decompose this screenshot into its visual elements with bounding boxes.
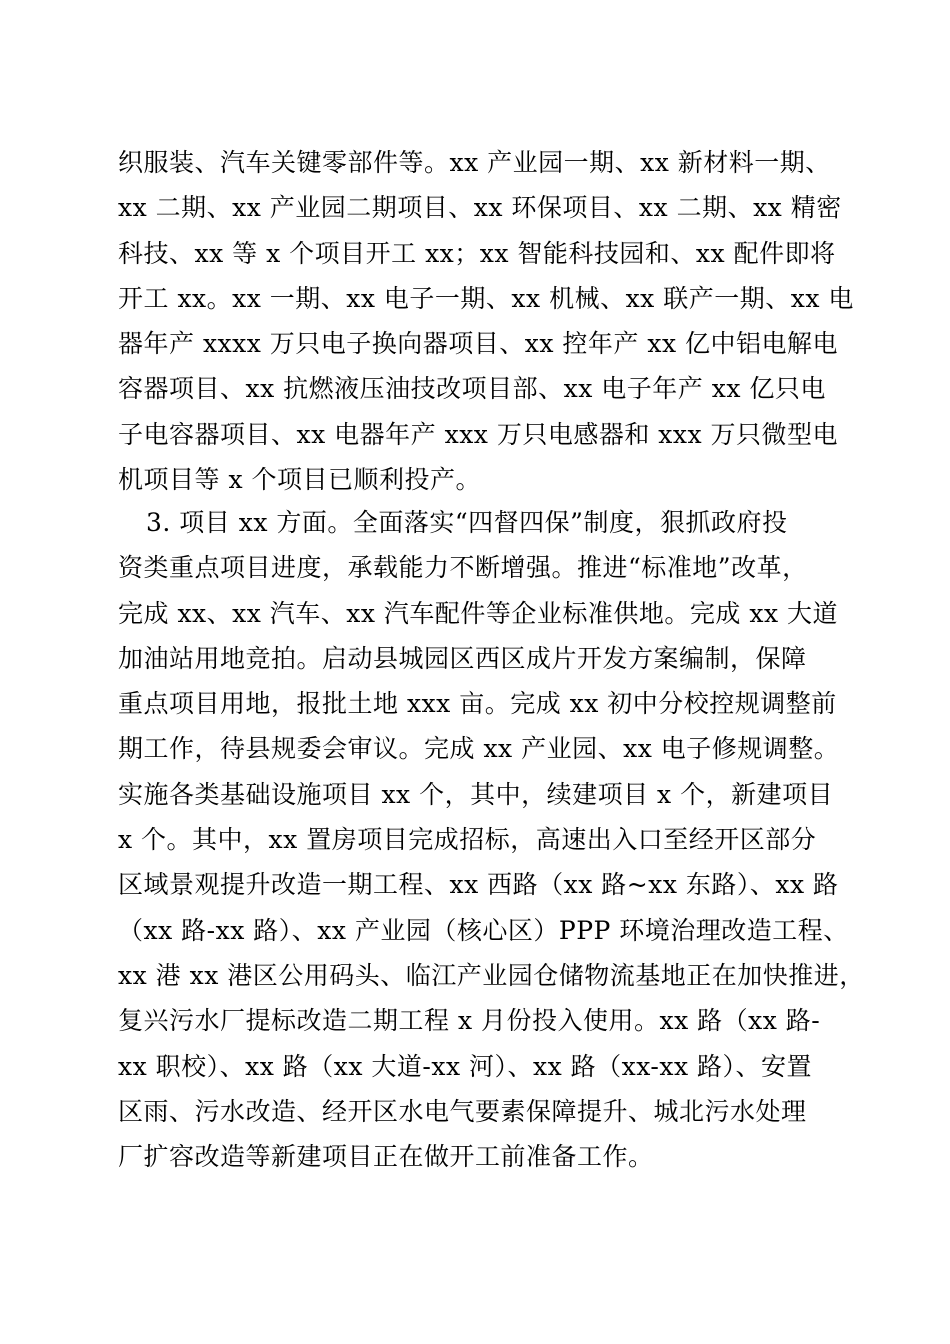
text-line: 复兴污水厂提标改造二期工程 x 月份投入使用。xx 路（xx 路- xyxy=(118,1006,821,1036)
text-line: 期工作，待县规委会审议。完成 xx 产业园、xx 电子修规调整。 xyxy=(118,734,840,764)
text-line: 实施各类基础设施项目 xx 个，其中，续建项目 x 个，新建项目 xyxy=(118,779,834,809)
text-line: 科技、xx 等 x 个项目开工 xx；xx 智能科技园和、xx 配件即将 xyxy=(118,238,836,268)
text-line: 织服装、汽车关键零部件等。xx 产业园一期、xx 新材料一期、 xyxy=(118,148,831,177)
text-line: xx 职校）、xx 路（xx 大道-xx 河）、xx 路（xx-xx 路）、安置 xyxy=(118,1051,813,1081)
text-line: 完成 xx、xx 汽车、xx 汽车配件等企业标准供地。完成 xx 大道 xyxy=(118,598,839,628)
text-line-first: 3. 项目 xx 方面。全面落实“四督四保”制度，狠抓政府投 xyxy=(146,508,788,537)
text-line: 区雨、污水改造、经开区水电气要素保障提升、城北污水处理 xyxy=(118,1096,807,1126)
text-line: 资类重点项目进度，承载能力不断增强。推进“标准地”改革， xyxy=(118,553,808,583)
text-line: 重点项目用地，报批土地 xxx 亩。完成 xx 初中分校控规调整前 xyxy=(118,689,837,719)
text-line: 器年产 xxxx 万只电子换向器项目、xx 控年产 xx 亿中铝电解电 xyxy=(118,329,839,359)
text-line: x 个。其中，xx 置房项目完成招标，高速出入口至经开区部分 xyxy=(118,825,817,855)
text-line: 加油站用地竞拍。启动县城园区西区成片开发方案编制，保障 xyxy=(118,643,807,673)
text-line: xx 二期、xx 产业园二期项目、xx 环保项目、xx 二期、xx 精密 xyxy=(118,193,842,223)
text-line: 容器项目、xx 抗燃液压油技改项目部、xx 电子年产 xx 亿只电 xyxy=(118,374,826,404)
text-line: 厂扩容改造等新建项目正在做开工前准备工作。 xyxy=(118,1142,654,1172)
text-line: 机项目等 x 个项目已顺利投产。 xyxy=(118,465,481,495)
paragraph-projects-progress xyxy=(118,140,854,502)
paragraph-section-3 xyxy=(118,500,865,1179)
text-line: xx 港 xx 港区公用码头、临江产业园仓储物流基地正在加快推进， xyxy=(118,960,865,990)
text-line: （xx 路-xx 路）、xx 产业园（核心区）PPP 环境治理改造工程、 xyxy=(118,915,849,945)
text-line: 区域景观提升改造一期工程、xx 西路（xx 路~xx 东路）、xx 路 xyxy=(118,870,839,900)
text-line: 子电容器项目、xx 电器年产 xxx 万只电感器和 xxx 万只微型电 xyxy=(118,419,839,449)
text-line: 开工 xx。xx 一期、xx 电子一期、xx 机械、xx 联产一期、xx 电 xyxy=(118,283,854,313)
